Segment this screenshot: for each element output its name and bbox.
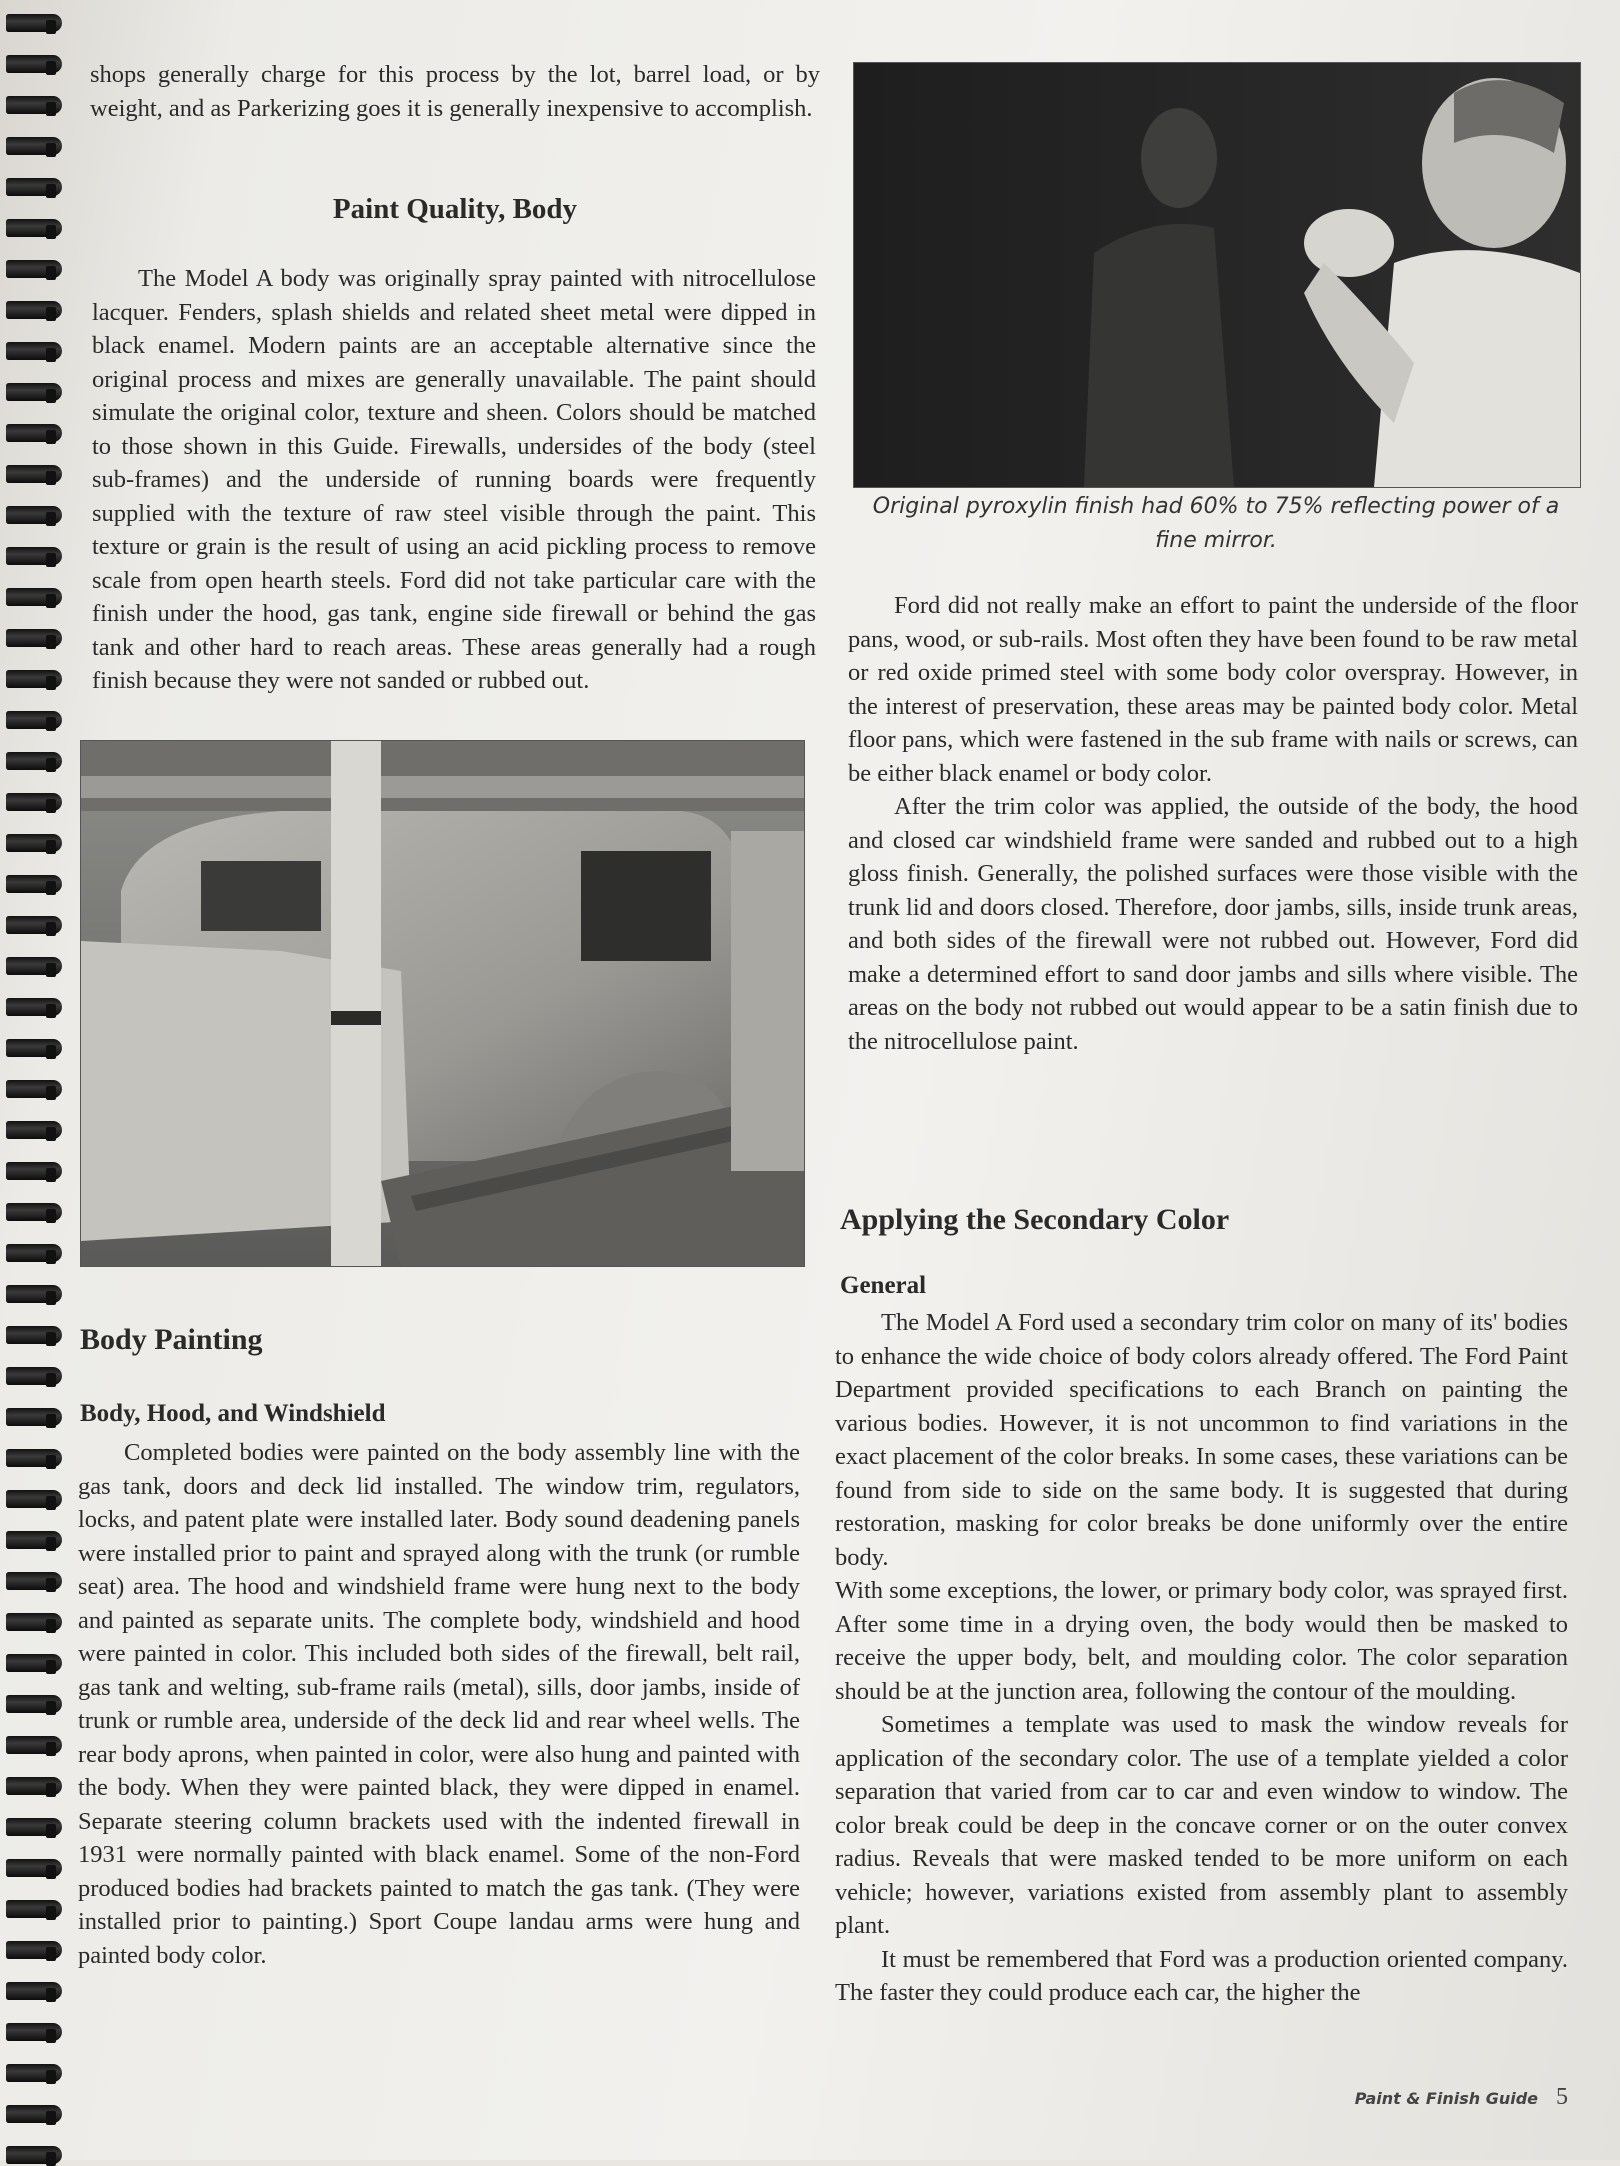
body-painting-section — [78, 1436, 800, 1972]
binding-coil — [6, 1736, 62, 1754]
binding-coil — [6, 342, 62, 360]
binding-coil — [6, 1531, 62, 1549]
paint-quality-heading: Paint Quality, Body — [332, 193, 578, 225]
binding-coil — [6, 875, 62, 893]
binding-coil — [6, 1613, 62, 1631]
binding-coil — [6, 137, 62, 155]
secondary-color-heading-block — [840, 1203, 1585, 1237]
binding-coil — [6, 547, 62, 565]
intro-paragraph-block — [90, 58, 820, 125]
secondary-trim-paragraph: The Model A Ford used a secondary trim color on many of its' bodies to enhance the wide choice of body colors already offered. The Ford Paint Department provided specifications to each Branch on painting the various bodies. However, it is not uncommon to find variations in the exact placement of the color breaks. In some cases, these variations can be found from side to side on the same body. It is suggested that during restoration, masking for color breaks be done uniformly over the entire body. — [835, 1309, 1568, 1571]
binding-coil — [6, 2105, 62, 2123]
binding-coil — [6, 1326, 62, 1344]
body-hood-windshield-subheading-block — [80, 1400, 810, 1428]
guide-name: Paint & Finish Guide — [1354, 2089, 1538, 2108]
binding-coil — [6, 957, 62, 975]
binding-coil — [6, 1818, 62, 1836]
binding-coil — [6, 219, 62, 237]
binding-coil — [6, 1244, 62, 1262]
page-number: 5 — [1556, 2084, 1568, 2110]
underside-section — [848, 589, 1578, 1058]
binding-coil — [6, 1080, 62, 1098]
binding-coil — [6, 260, 62, 278]
binding-coil — [6, 424, 62, 442]
template-paragraph: Sometimes a template was used to mask the window reveals for application of the secondary color. The use of a template yielded a color separation that varied from car to car and even window to window. The color break could be deep in the concave corner or on the outer convex radius. Reveals that were masked tended to be more uniform on each vehicle; however, variations existed from assembly plant to assembly plant. — [835, 1711, 1568, 1939]
binding-coil — [6, 2023, 62, 2041]
binding-coil — [6, 301, 62, 319]
binding-coil — [6, 1654, 62, 1672]
binding-coil — [6, 1367, 62, 1385]
binding-coil — [6, 1121, 62, 1139]
binding-coil — [6, 1900, 62, 1918]
binding-coil — [6, 1408, 62, 1426]
binding-coil — [6, 793, 62, 811]
binding-coil — [6, 2146, 62, 2164]
production-paragraph: It must be remembered that Ford was a production oriented company. The faster they could produce each car, the higher the — [835, 1945, 1568, 2006]
binding-coil — [6, 55, 62, 73]
binding-coil — [6, 1203, 62, 1221]
paint-quality-section — [92, 262, 816, 698]
general-subheading: General — [840, 1272, 927, 1299]
binding-coil — [6, 96, 62, 114]
general-subheading-block — [840, 1272, 1585, 1300]
binding-coil — [6, 916, 62, 934]
body-painting-heading: Body Painting — [80, 1323, 263, 1356]
secondary-color-section — [835, 1306, 1568, 2010]
mirror-finish-photo — [853, 62, 1581, 488]
primary-color-paragraph: With some exceptions, the lower, or primary body color, was sprayed first. After some time in a drying oven, the body would then be masked to receive the upper body, belt, and moulding color. The color separation should be at the junction area, following the contour of the moulding. — [835, 1577, 1568, 1705]
assembly-line-photo-image — [81, 741, 804, 1266]
underside-paragraph: Ford did not really make an effort to paint the underside of the floor pans, wood, or sub-rails. Most often they have been found to be raw metal or red oxide primed steel with some body color overspray. However, in the interest of preservation, these areas may be painted body color. Metal floor pans, which were fastened in the sub frame with nails or screws, can be either black enamel or body color. — [848, 592, 1578, 787]
binding-coil — [6, 1285, 62, 1303]
binding-coil — [6, 1777, 62, 1795]
rubbed-out-paragraph: After the trim color was applied, the outside of the body, the hood and closed car windshield frame were sanded and rubbed out to a high gloss finish. Generally, the polished surfaces were those visible with the trunk lid and doors closed. Therefore, door jambs, sills, inside trunk areas, and both sides of the firewall were not rubbed out. However, Ford did make a determined effort to sand door jambs and sills where visible. The areas on the body not rubbed out would appear to be a satin finish due to the nitrocellulose paint. — [848, 793, 1578, 1055]
binding-coil — [6, 2064, 62, 2082]
intro-paragraph: shops generally charge for this process by the lot, barrel load, or by weight, and as Parkerizing goes it is generally inexpensive to accomplish. — [90, 61, 820, 122]
binding-coil — [6, 588, 62, 606]
binding-coil — [6, 1982, 62, 2000]
binding-coil — [6, 383, 62, 401]
binding-coil — [6, 629, 62, 647]
mirror-finish-photo-image — [854, 63, 1580, 487]
binding-coil — [6, 178, 62, 196]
binding-coil — [6, 1859, 62, 1877]
binding-coil — [6, 1941, 62, 1959]
body-painting-heading-block — [80, 1323, 810, 1357]
spiral-binding — [0, 0, 70, 2160]
binding-coil — [6, 1695, 62, 1713]
secondary-color-heading: Applying the Secondary Color — [840, 1203, 1230, 1236]
binding-coil — [6, 711, 62, 729]
body-hood-windshield-subheading: Body, Hood, and Windshield — [80, 1400, 386, 1427]
binding-coil — [6, 1449, 62, 1467]
binding-coil — [6, 465, 62, 483]
paint-quality-paragraph: The Model A body was originally spray painted with nitrocellulose lacquer. Fenders, splash shields and related sheet metal were dipped in black enamel. Modern paints are an acceptable alternative since the original process and mixes are generally unavailable. The paint should simulate the original color, texture and sheen. Colors should be matched to those shown in this Guide. Firewalls, undersides of the body (steel sub-frames) and the underside of running boards were frequently supplied with the texture of raw steel visible through the paint. This texture or grain is the result of using an acid pickling process to remove scale from open hearth steels. Ford did not take particular care with the finish under the hood, gas tank, engine side firewall or behind the gas tank and other hard to reach areas. These areas generally had a rough finish because they were not sanded or rubbed out. — [92, 265, 816, 694]
binding-coil — [6, 1162, 62, 1180]
photo-caption: Original pyroxylin finish had 60% to 75% reflecting power of a fine mirror. — [872, 494, 1560, 553]
binding-coil — [6, 1490, 62, 1508]
binding-coil — [6, 1572, 62, 1590]
binding-coil — [6, 752, 62, 770]
body-painting-paragraph: Completed bodies were painted on the body assembly line with the gas tank, doors and deck lid installed. The window trim, regulators, locks, and patent plate were installed later. Body sound deadening panels were installed prior to paint and sprayed along with the trunk (or rumble seat) area. The hood and windshield frame were hung next to the body and painted as separate units. The complete body, windshield and hood were painted in color. This included both sides of the firewall, belt rail, gas tank and welting, sub-frame rails (metal), sills, door jambs, inside of trunk or rumble area, underside of the deck lid and rear wheel wells. The rear body aprons, when painted in color, were also hung and painted with the body. When they were painted black, they were dipped in enamel. Separate steering column brackets used with the indented firewall in 1931 were normally painted with black enamel. Some of the non-Ford produced bodies had brackets painted to match the gas tank. (They were installed prior to painting.) Sport Coupe landau arms were hung and painted body color. — [78, 1439, 800, 1969]
assembly-line-photo — [80, 740, 805, 1267]
binding-coil — [6, 1039, 62, 1057]
paint-quality-heading-block — [90, 193, 820, 226]
binding-coil — [6, 506, 62, 524]
binding-coil — [6, 670, 62, 688]
binding-coil — [6, 14, 62, 32]
binding-coil — [6, 998, 62, 1016]
page-footer — [1355, 2084, 1568, 2111]
binding-coil — [6, 834, 62, 852]
